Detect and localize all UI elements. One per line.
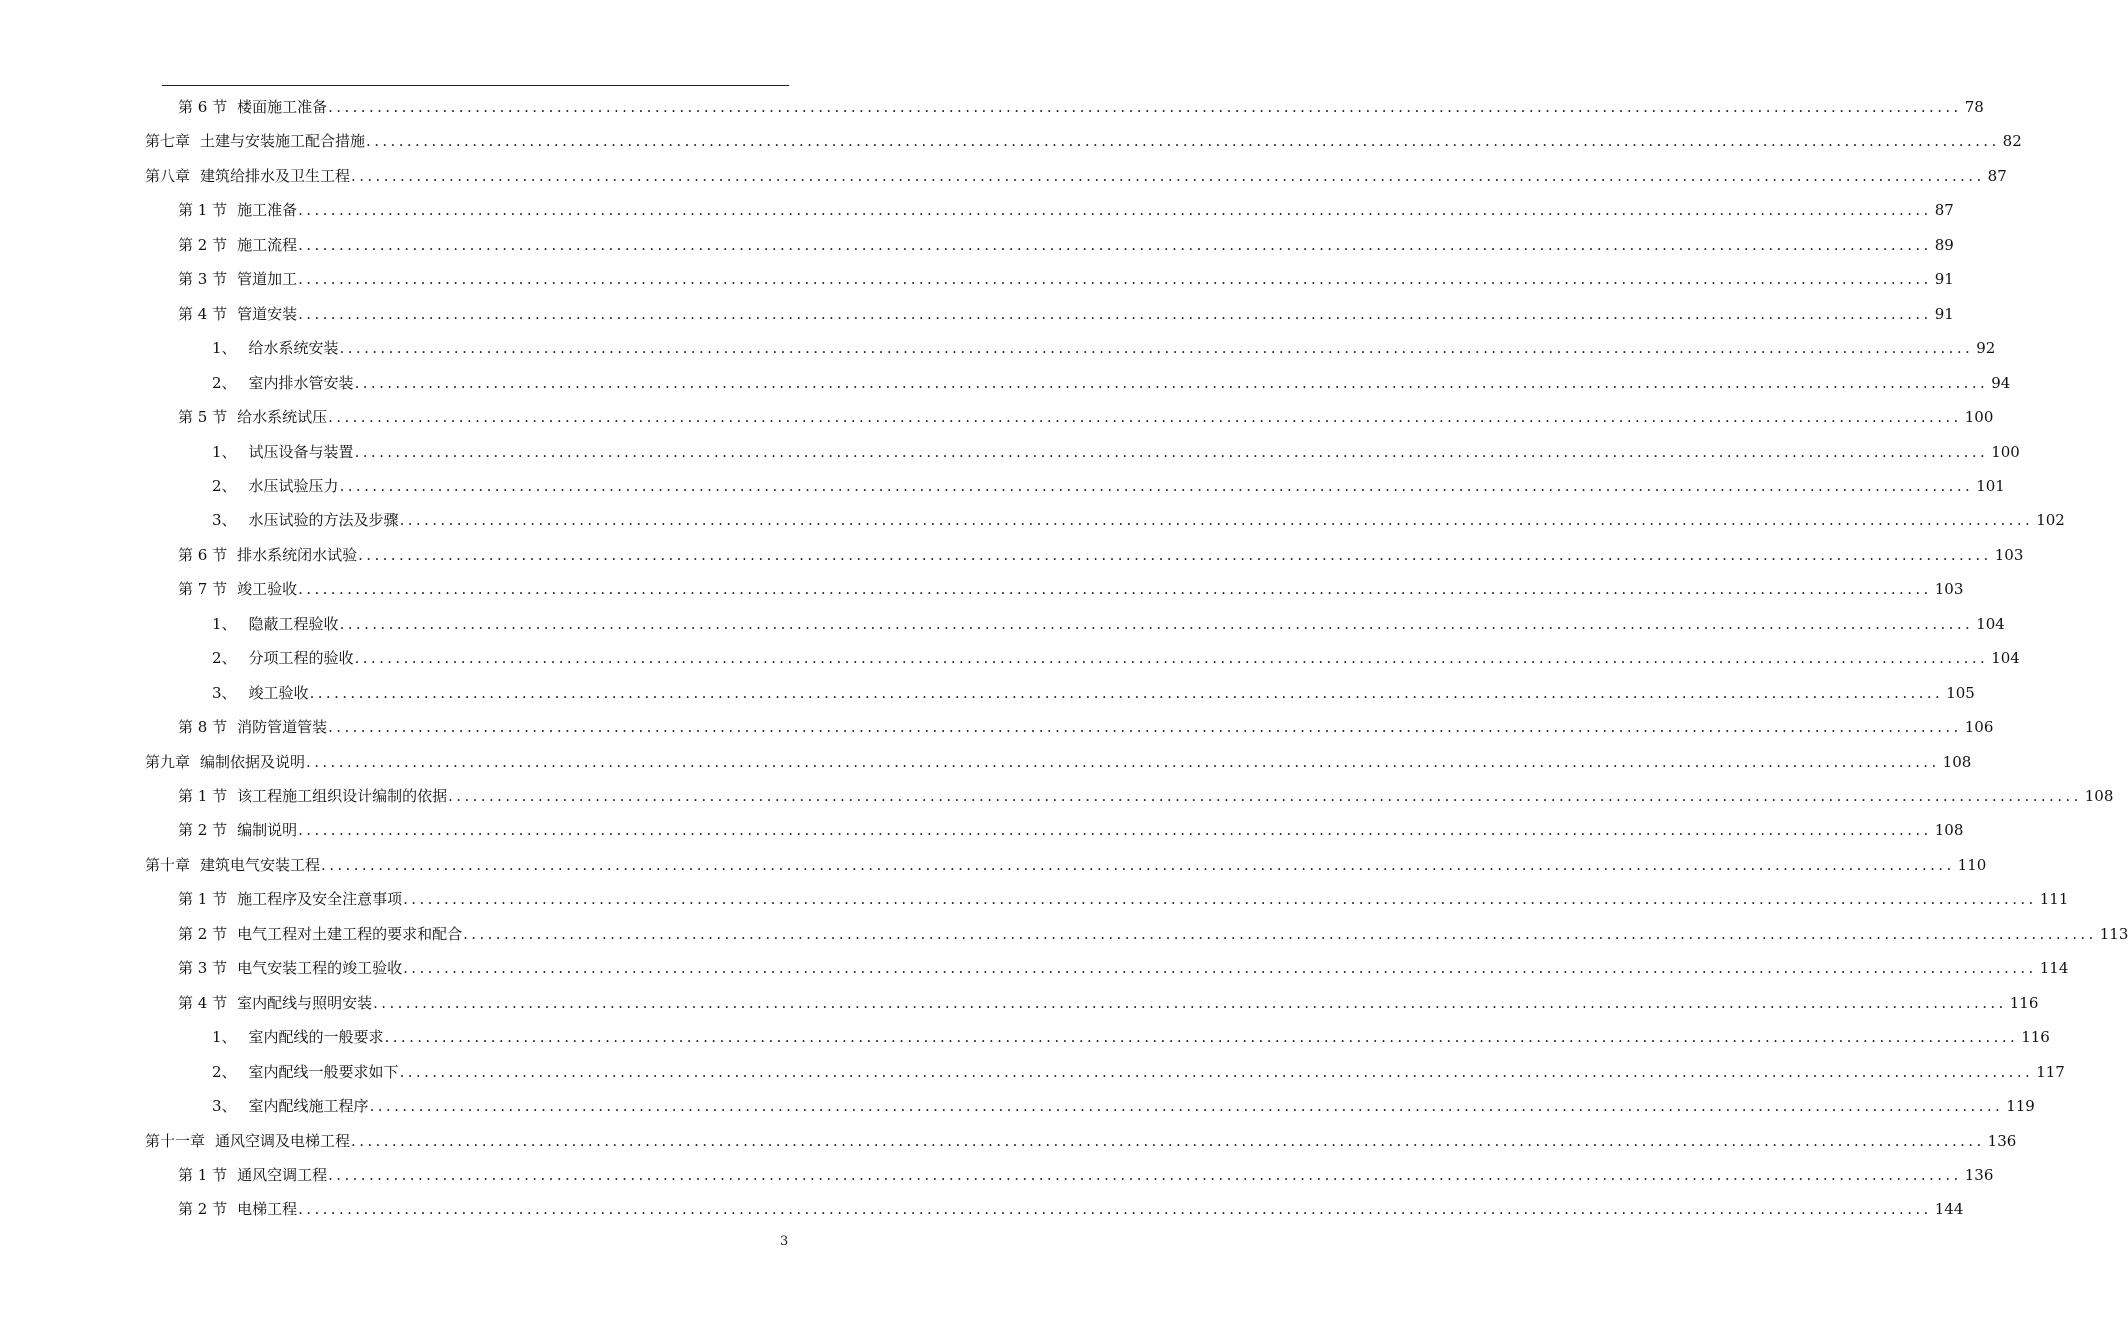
toc-entry-title: 建筑给排水及卫生工程 — [200, 166, 351, 185]
toc-entry-number: 第 1 节 — [178, 201, 228, 220]
toc-dot-leader: ........................................................................................................................................................................................................ — [309, 683, 1944, 702]
toc-entry-number: 第八章 — [145, 166, 191, 185]
toc-entry-item[interactable] — [212, 609, 2005, 639]
toc-entry-page: 92 — [1976, 339, 1996, 358]
toc-entry-number: 第 8 节 — [178, 718, 228, 737]
toc-entry-number: 第 4 节 — [178, 304, 228, 323]
toc-entry-title: 建筑电气安装工程 — [200, 855, 321, 874]
toc-entry-title: 土建与安装施工配合措施 — [200, 132, 366, 151]
toc-entry-number: 第 7 节 — [178, 580, 228, 599]
toc-entry-title: 竣工验收 — [237, 580, 298, 599]
toc-dot-leader: ........................................................................................................................................................................................................ — [328, 408, 1962, 427]
toc-entry-number: 第 3 节 — [178, 270, 228, 289]
toc-entry-section[interactable] — [178, 919, 2128, 949]
toc-entry-title: 室内配线的一般要求 — [248, 1028, 384, 1047]
toc-entry-page: 116 — [2009, 993, 2039, 1012]
toc-entry-page: 100 — [1991, 442, 2020, 461]
toc-entry-title: 排水系统闭水试验 — [237, 545, 358, 564]
toc-entry-section[interactable] — [178, 988, 2039, 1018]
toc-entry-number: 1、 — [212, 1028, 237, 1047]
toc-entry-title: 给水系统试压 — [237, 408, 328, 427]
toc-entry-chapter[interactable] — [145, 850, 1987, 880]
toc-entry-page: 91 — [1934, 270, 1954, 289]
toc-dot-leader: ........................................................................................................................................................................................................ — [328, 1165, 1962, 1184]
toc-entry-number: 第 6 节 — [178, 98, 228, 116]
toc-entry-page: 100 — [1964, 408, 1994, 427]
toc-dot-leader: ........................................................................................................................................................................................................ — [321, 855, 1955, 874]
toc-entry-number: 2、 — [212, 649, 237, 668]
toc-entry-title: 给水系统安装 — [248, 339, 339, 358]
toc-entry-title: 编制依据及说明 — [200, 752, 306, 771]
toc-entry-number: 3、 — [212, 683, 237, 702]
toc-dot-leader: ........................................................................................................................................................................................................ — [339, 614, 1974, 633]
toc-entry-page: 116 — [2021, 1028, 2050, 1047]
toc-entry-title: 施工流程 — [237, 235, 298, 254]
toc-entry-item[interactable] — [212, 1091, 2035, 1121]
toc-entry-section[interactable] — [178, 712, 1994, 742]
toc-entry-section[interactable] — [178, 540, 2024, 570]
toc-entry-title: 室内配线一般要求如下 — [248, 1062, 399, 1081]
toc-entry-number: 第 3 节 — [178, 959, 228, 978]
toc-entry-page: 89 — [1934, 235, 1954, 254]
toc-entry-title: 分项工程的验收 — [248, 649, 354, 668]
toc-entry-page: 104 — [1991, 649, 2020, 668]
toc-entry-item[interactable] — [212, 368, 2011, 398]
toc-entry-page: 144 — [1934, 1200, 1964, 1219]
toc-entry-item[interactable] — [212, 643, 2020, 673]
toc-entry-page: 94 — [1991, 373, 2011, 392]
toc-entry-number: 第 2 节 — [178, 924, 228, 943]
toc-dot-leader: ........................................................................................................................................................................................................ — [354, 442, 1989, 461]
toc-entry-page: 108 — [1942, 752, 1972, 771]
toc-entry-section[interactable] — [178, 953, 2069, 983]
toc-dot-leader: ........................................................................................................................................................................................................ — [298, 580, 1932, 599]
toc-entry-number: 第十章 — [145, 855, 191, 874]
toc-dot-leader: ........................................................................................................................................................................................................ — [369, 1097, 2004, 1116]
toc-entry-page: 87 — [1987, 166, 2007, 185]
toc-entry-title: 室内配线与照明安装 — [237, 993, 373, 1012]
toc-entry-page: 117 — [2036, 1062, 2065, 1081]
toc-entry-title: 竣工验收 — [248, 683, 309, 702]
toc-entry-number: 2、 — [212, 373, 237, 392]
toc-entry-number: 第 1 节 — [178, 1165, 228, 1184]
toc-entry-number: 3、 — [212, 1097, 237, 1116]
toc-entry-item[interactable] — [212, 1057, 2065, 1087]
toc-entry-section[interactable] — [178, 264, 1954, 294]
toc-entry-chapter[interactable] — [145, 747, 1972, 777]
toc-entry-page: 111 — [2039, 890, 2069, 909]
toc-dot-leader: ........................................................................................................................................................................................................ — [366, 132, 2000, 151]
toc-entry-item[interactable] — [212, 505, 2065, 535]
toc-entry-title: 电梯工程 — [237, 1200, 298, 1219]
toc-entry-section[interactable] — [178, 1194, 1964, 1224]
toc-dot-leader: ........................................................................................................................................................................................................ — [351, 1131, 1985, 1150]
page-number: 3 — [780, 1234, 789, 1249]
toc-entry-number: 第九章 — [145, 752, 191, 771]
toc-entry-page: 110 — [1957, 855, 1987, 874]
toc-entry-page: 78 — [1964, 98, 1984, 116]
toc-dot-leader: ........................................................................................................................................................................................................ — [399, 1062, 2034, 1081]
toc-entry-number: 1、 — [212, 339, 237, 358]
toc-entry-title: 通风空调工程 — [237, 1165, 328, 1184]
toc-entry-number: 2、 — [212, 476, 237, 495]
toc-entry-number: 1、 — [212, 442, 237, 461]
toc-entry-title: 通风空调及电梯工程 — [215, 1131, 351, 1150]
toc-dot-leader: ........................................................................................................................................................................................................ — [403, 959, 2037, 978]
toc-entry-item[interactable] — [212, 333, 1996, 363]
toc-entry-number: 第 1 节 — [178, 890, 228, 909]
toc-entry-title: 楼面施工准备 — [237, 98, 328, 116]
toc-entry-title: 隐蔽工程验收 — [248, 614, 339, 633]
toc-entry-title: 水压试验的方法及步骤 — [248, 511, 399, 530]
toc-entry-number: 第 2 节 — [178, 821, 228, 840]
toc-entry-title: 编制说明 — [237, 821, 298, 840]
toc-entry-section[interactable] — [178, 402, 1994, 432]
toc-entry-chapter[interactable] — [145, 126, 2022, 156]
toc-entry-chapter[interactable] — [145, 161, 2007, 191]
toc-dot-leader: ........................................................................................................................................................................................................ — [298, 201, 1932, 220]
toc-dot-leader: ........................................................................................................................................................................................................ — [339, 339, 1974, 358]
toc-dot-leader: ........................................................................................................................................................................................................ — [306, 752, 1940, 771]
toc-entry-section[interactable] — [178, 299, 1954, 329]
toc-entry-title: 施工准备 — [237, 201, 298, 220]
toc-entry-page: 114 — [2039, 959, 2069, 978]
toc-entry-chapter[interactable] — [145, 1126, 2017, 1156]
toc-entry-title: 电气工程对土建工程的要求和配合 — [237, 924, 463, 943]
toc-entry-number: 第 4 节 — [178, 993, 228, 1012]
header-rule — [162, 85, 789, 86]
toc-dot-leader: ........................................................................................................................................................................................................ — [328, 718, 1962, 737]
toc-entry-title: 电气安装工程的竣工验收 — [237, 959, 403, 978]
toc-entry-page: 87 — [1934, 201, 1954, 220]
toc-entry-page: 119 — [2006, 1097, 2035, 1116]
toc-entry-section[interactable] — [178, 1160, 1994, 1190]
toc-entry-title: 试压设备与装置 — [248, 442, 354, 461]
toc-entry-number: 1、 — [212, 614, 237, 633]
toc-entry-title: 水压试验压力 — [248, 476, 339, 495]
toc-entry-section[interactable] — [178, 92, 1984, 122]
toc-entry-number: 第 2 节 — [178, 1200, 228, 1219]
toc-entry-number: 第七章 — [145, 132, 191, 151]
toc-entry-item[interactable] — [212, 678, 1975, 708]
toc-entry-title: 消防管道管装 — [237, 718, 328, 737]
toc-entry-title: 室内排水管安装 — [248, 373, 354, 392]
toc-entry-title: 施工程序及安全注意事项 — [237, 890, 403, 909]
toc-entry-section[interactable] — [178, 230, 1954, 260]
toc-entry-number: 2、 — [212, 1062, 237, 1081]
toc-dot-leader: ........................................................................................................................................................................................................ — [354, 373, 1989, 392]
toc-dot-leader: ........................................................................................................................................................................................................ — [328, 98, 1962, 116]
toc-entry-page: 104 — [1976, 614, 2005, 633]
toc-entry-page: 136 — [1987, 1131, 2017, 1150]
toc-entry-section[interactable] — [178, 884, 2069, 914]
toc-entry-title: 管道加工 — [237, 270, 298, 289]
toc-entry-page: 108 — [2084, 787, 2114, 805]
toc-dot-leader: ........................................................................................................................................................................................................ — [463, 924, 2097, 943]
toc-dot-leader: ........................................................................................................................................................................................................ — [399, 511, 2034, 530]
toc-entry-number: 第 1 节 — [178, 787, 228, 805]
toc-dot-leader: ........................................................................................................................................................................................................ — [298, 1200, 1932, 1219]
toc-entry-number: 第 2 节 — [178, 235, 228, 254]
toc-entry-number: 3、 — [212, 511, 237, 530]
toc-entry-item[interactable] — [212, 1022, 2050, 1052]
toc-entry-page: 103 — [1934, 580, 1964, 599]
toc-dot-leader: ........................................................................................................................................................................................................ — [358, 545, 1992, 564]
toc-entry-page: 91 — [1934, 304, 1954, 323]
toc-dot-leader: ........................................................................................................................................................................................................ — [339, 476, 1974, 495]
toc-dot-leader: ........................................................................................................................................................................................................ — [351, 166, 1985, 185]
toc-entry-number: 第 6 节 — [178, 545, 228, 564]
toc-dot-leader: ........................................................................................................................................................................................................ — [298, 235, 1932, 254]
toc-dot-leader: ........................................................................................................................................................................................................ — [298, 270, 1932, 289]
toc-entry-section[interactable] — [178, 574, 1964, 604]
toc-entry-page: 136 — [1964, 1165, 1994, 1184]
toc-entry-item[interactable] — [212, 471, 2005, 501]
toc-entry-page: 108 — [1934, 821, 1964, 840]
toc-entry-page: 82 — [2002, 132, 2022, 151]
toc-dot-leader: ........................................................................................................................................................................................................ — [298, 304, 1932, 323]
toc-dot-leader: ........................................................................................................................................................................................................ — [448, 787, 2082, 805]
toc-entry-section[interactable] — [178, 815, 1964, 845]
toc-entry-page: 106 — [1964, 718, 1994, 737]
toc-entry-section[interactable] — [178, 781, 2114, 811]
toc-entry-page: 101 — [1976, 476, 2005, 495]
toc-entry-page: 103 — [1994, 545, 2024, 564]
toc-entry-page: 113 — [2099, 924, 2128, 943]
toc-entry-page: 102 — [2036, 511, 2065, 530]
toc-entry-number: 第十一章 — [145, 1131, 206, 1150]
toc-entry-title: 该工程施工组织设计编制的依据 — [237, 787, 448, 805]
toc-entry-page: 105 — [1946, 683, 1975, 702]
toc-dot-leader: ........................................................................................................................................................................................................ — [354, 649, 1989, 668]
toc-entry-title: 室内配线施工程序 — [248, 1097, 369, 1116]
toc-entry-item[interactable] — [212, 437, 2020, 467]
toc-entry-number: 第 5 节 — [178, 408, 228, 427]
toc-entry-section[interactable] — [178, 195, 1954, 225]
toc-dot-leader: ........................................................................................................................................................................................................ — [373, 993, 2007, 1012]
toc-dot-leader: ........................................................................................................................................................................................................ — [298, 821, 1932, 840]
toc-dot-leader: ........................................................................................................................................................................................................ — [403, 890, 2037, 909]
toc-entry-title: 管道安装 — [237, 304, 298, 323]
toc-dot-leader: ........................................................................................................................................................................................................ — [384, 1028, 2019, 1047]
